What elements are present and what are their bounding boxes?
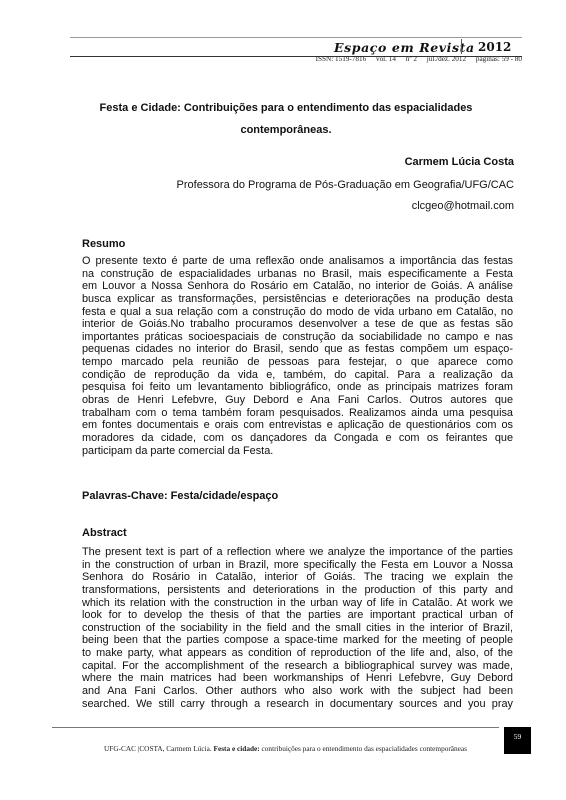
title-line: Festa e Cidade: Contribuições para o entendimento das espacialidades	[99, 102, 473, 114]
text-line: The present text is part of a reflection where we analyze the importance of the parties	[82, 546, 513, 558]
citation-title: Festa e cidade:	[213, 744, 260, 753]
journal-name: Espaço em Revista	[334, 40, 475, 55]
text-line: tempo marcado pela reunião de pessoas para festejar, o que aparece como	[82, 356, 513, 369]
citation-rest: contribuições para o entendimento das espacialidades contemporâneas	[261, 744, 467, 753]
resumo-paragraph	[82, 255, 513, 457]
page-number: 59	[504, 727, 531, 754]
keywords: Palavras-Chave: Festa/cidade/espaço	[82, 490, 279, 502]
text-line: condição de reprodução da vida e, também, do capital. Para a realização da	[82, 368, 513, 381]
text-line: obras de Henri Lefebvre, Guy Debord e Ana Fani Carlos. Outros autores que	[82, 394, 513, 407]
issue-number: nº 2	[405, 55, 417, 63]
text-line: transformations, persistents and deteriorations in the production of this party and	[82, 583, 513, 596]
author-affiliation: Professora do Programa de Pós-Graduação em Geografia/UFG/CAC	[176, 179, 514, 191]
text-line: em fontes documentais e orais com entrevistas e aplicação de questionários com os	[82, 419, 513, 432]
text-line: trabalham com o tema também foram pesquisados. Realizamos ainda uma pesquisa	[82, 406, 513, 419]
volume: vol. 14	[375, 55, 396, 63]
article-title	[82, 97, 490, 141]
text-line: and Ana Fani Carlos. Other authors who also work with the subject had been	[82, 685, 513, 698]
journal-year: 2012	[478, 40, 512, 54]
footer-citation	[104, 744, 467, 753]
journal-metadata	[316, 55, 522, 63]
text-line: construction of the sociability in the field and the small cities in the interior of Brazil,	[82, 621, 513, 634]
author-name: Carmem Lúcia Costa	[404, 156, 514, 168]
abstract-heading: Abstract	[82, 527, 127, 539]
text-line: Senhora do Rosário in Catalão, interior of Goiás. The tracing we explain the	[82, 571, 513, 584]
title-line: contemporâneas.	[240, 124, 332, 136]
resumo-heading: Resumo	[82, 238, 126, 250]
text-line: importantes práticas socioespaciais de construção da sociabilidade no campo e nas	[82, 330, 513, 343]
author-email[interactable]: clcgeo@hotmail.com	[411, 200, 514, 212]
text-line: searched. We still carry through a research in documentary sources and you pray	[82, 697, 513, 710]
text-line: to make party, what appears as condition of reproduction of the life and, also, of the	[82, 647, 513, 660]
text-line: look for to develop the thesis of that the parties are important practical urban of	[82, 609, 513, 622]
text-line: busca explicar as transformações, persistências e deteriorações na produção desta	[82, 292, 513, 305]
period: jul./dez. 2012	[426, 55, 467, 63]
text-line: interior de Goiás.No trabalho procuramos desenvolver a tese de que as festas são	[82, 318, 513, 331]
footer-rule	[52, 727, 499, 728]
citation-prefix: UFG-CAC |COSTA, Carmem Lúcia.	[104, 744, 212, 753]
text-line: capital. For the accomplishment of the research a bibliographical survey was made,	[82, 659, 513, 672]
text-line: where the main matrices had been workmanships of Henri Lefebvre, Guy Debord	[82, 672, 513, 685]
text-line: being been that the parties compose a space-time marked for the meeting of people	[82, 634, 513, 647]
page-range: páginas: 59 - 80	[475, 55, 522, 63]
header-separator	[461, 39, 462, 54]
text-line: em Louvor a Nossa Senhora do Rosário em Catalão, no interior de Goiás. A análise	[82, 280, 513, 293]
text-line: participam da parte comercial da Festa.	[82, 444, 274, 457]
text-line: pesquisa foi feito um levantamento bibliográfico, onde as principais matrizes foram	[82, 381, 513, 394]
text-line: na construção de espacialidades urbanas no Brasil, mais especificamente a Festa	[82, 267, 513, 280]
text-line: O presente texto é parte de uma reflexão onde analisamos a importância das festas	[82, 255, 513, 267]
header-top-rule	[70, 37, 522, 38]
text-line: pequenas cidades no interior do Brasil, sendo que as festas compõem um espaço-	[82, 343, 513, 356]
text-line: festa e qual a sua relação com a construção do modo de vida urbano em Catalão, no	[82, 305, 513, 318]
text-line: which its relation with the construction in the urban way of life in Catalão. At work we	[82, 596, 513, 609]
text-line: moradores da cidade, com os dançadores da Congada e com os feirantes que	[82, 431, 513, 444]
issn: ISSN: 1519-7816	[315, 55, 367, 63]
abstract-paragraph	[82, 546, 513, 710]
text-line: in the construction of urban in Brazil, more specifically the Festa em Louvor a Nossa	[82, 558, 513, 571]
